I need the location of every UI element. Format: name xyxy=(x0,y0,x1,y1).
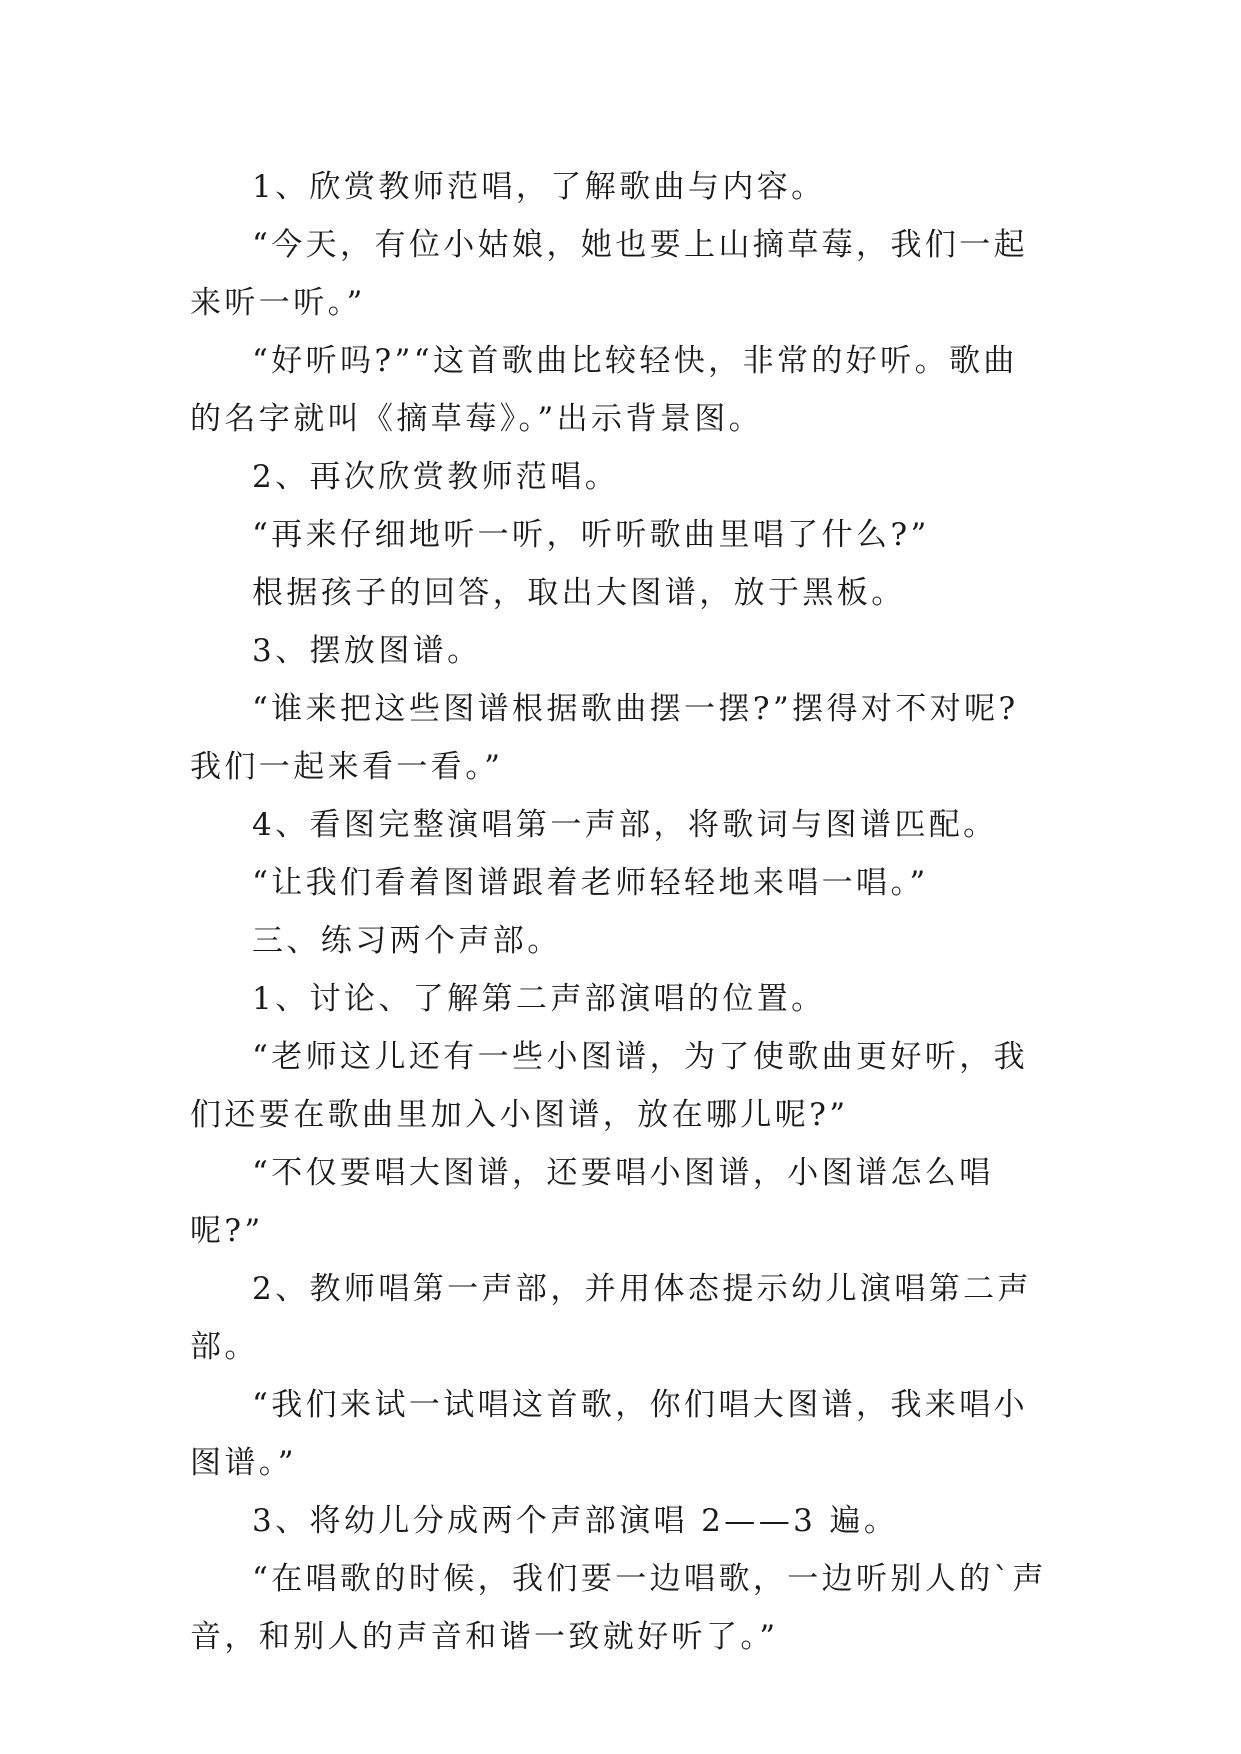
paragraph-15: 2、教师唱第一声部，并用体态提示幼儿演唱第二声部。 xyxy=(190,1271,1032,1365)
paragraph-13: “老师这儿还有一些小图谱，为了使歌曲更好听，我们还要在歌曲里加入小图谱，放在哪儿呢?” xyxy=(190,1039,1029,1133)
paragraph-17: 3、将幼儿分成两个声部演唱 2——3 遍。 xyxy=(252,1503,899,1539)
paragraph-5: “再来仔细地听一听，听听歌曲里唱了什么?” xyxy=(252,517,930,553)
paragraph-7: 3、摆放图谱。 xyxy=(252,633,482,669)
paragraph-16: “我们来试一试唱这首歌，你们唱大图谱，我来唱小图谱。” xyxy=(190,1387,1029,1481)
paragraph-4: 2、再次欣赏教师范唱。 xyxy=(252,459,620,495)
paragraph-2: “今天，有位小姑娘，她也要上山摘草莓，我们一起来听一听。” xyxy=(190,227,1029,321)
paragraph-6: 根据孩子的回答，取出大图谱，放于黑板。 xyxy=(252,575,906,611)
paragraph-8: “谁来把这些图谱根据歌曲摆一摆?”摆得对不对呢?我们一起来看一看。” xyxy=(190,691,1019,785)
paragraph-14: “不仅要唱大图谱，还要唱小图谱，小图谱怎么唱呢?” xyxy=(190,1155,994,1249)
paragraph-3: “好听吗?”“这首歌曲比较轻快，非常的好听。歌曲的名字就叫《摘草莓》。”出示背景图。 xyxy=(190,343,1018,437)
paragraph-1: 1、欣赏教师范唱，了解歌曲与内容。 xyxy=(252,169,826,205)
paragraph-10: “让我们看着图谱跟着老师轻轻地来唱一唱。” xyxy=(252,865,929,901)
document-body xyxy=(190,158,1052,1666)
paragraph-12: 1、讨论、了解第二声部演唱的位置。 xyxy=(252,981,826,1017)
paragraph-18: “在唱歌的时候，我们要一边唱歌，一边听别人的`声音，和别人的声音和谐一致就好听了。” xyxy=(190,1561,1047,1655)
paragraph-9: 4、看图完整演唱第一声部，将歌词与图谱匹配。 xyxy=(252,807,998,843)
paragraph-11: 三、练习两个声部。 xyxy=(252,923,562,959)
